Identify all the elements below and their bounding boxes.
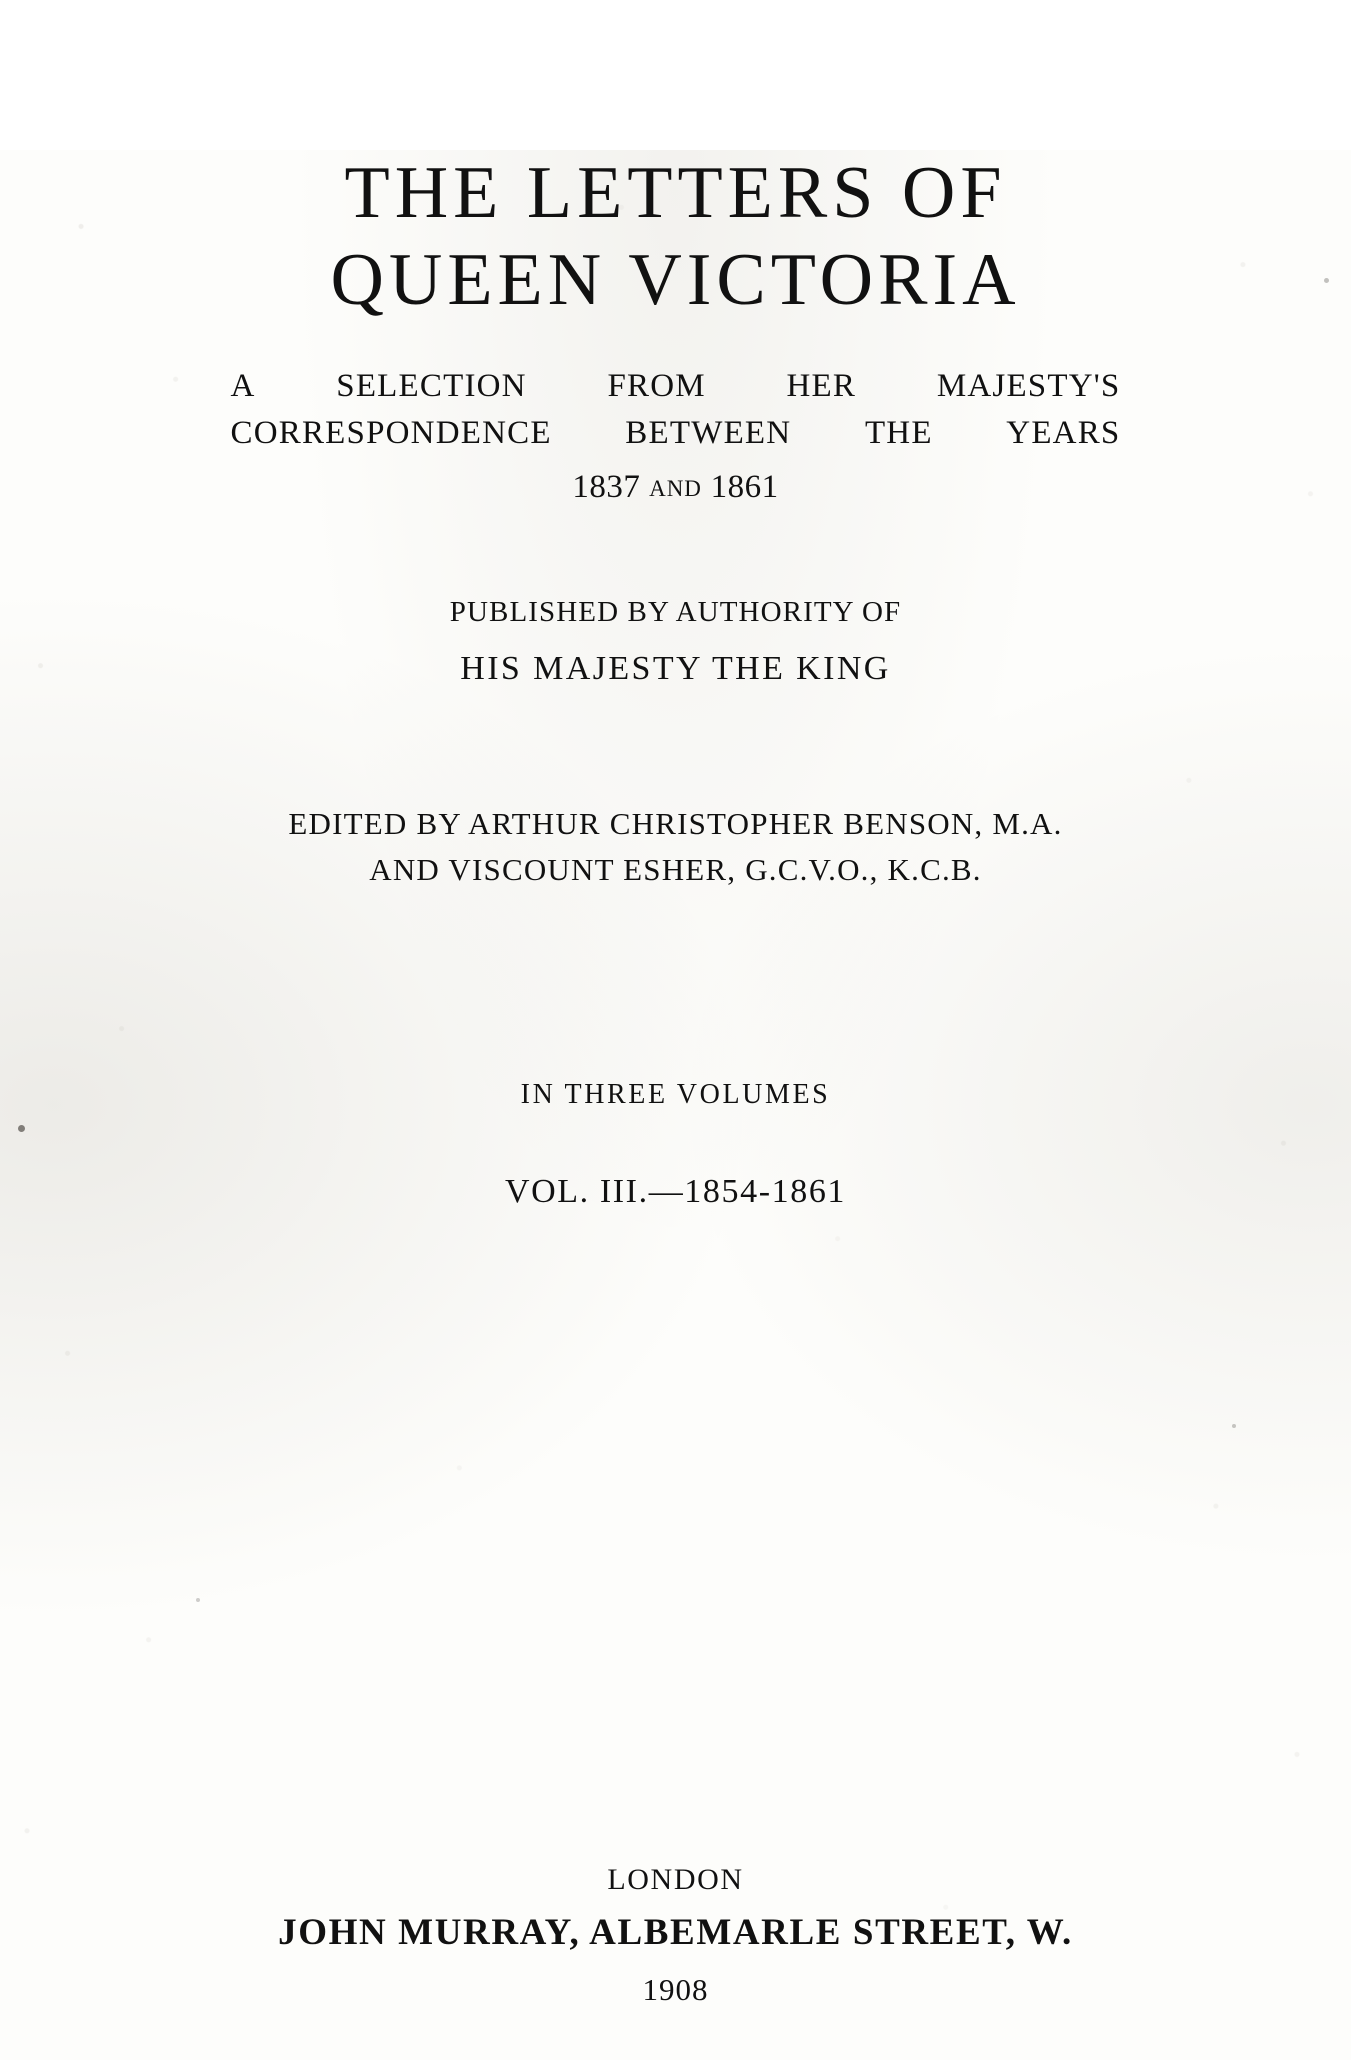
subtitle-line-1 — [231, 363, 1121, 411]
year-conjunction: AND — [649, 476, 702, 502]
title-page — [0, 150, 1351, 2060]
publisher-imprint — [0, 1863, 1351, 2008]
year-end: 1861 — [710, 469, 779, 506]
volume-info — [0, 1079, 1351, 1211]
book-title-line-1: THE LETTERS OF — [344, 152, 1007, 234]
editor-line-1: EDITED BY ARTHUR CHRISTOPHER BENSON, M.A. — [288, 805, 1063, 841]
subtitle-word: CORRESPONDENCE — [230, 415, 552, 452]
book-subtitle — [0, 363, 1351, 513]
editor-line-2: AND VISCOUNT ESHER, G.C.V.O., K.C.B. — [369, 852, 982, 888]
year-start: 1837 — [572, 469, 641, 506]
imprint-city: LONDON — [607, 1863, 744, 1896]
imprint-year: 1908 — [642, 1972, 709, 2007]
ink-speck — [18, 1125, 25, 1132]
book-title — [0, 150, 1351, 325]
volume-number-line: VOL. III.—1854-1861 — [504, 1172, 847, 1210]
imprint-publisher: JOHN MURRAY, ALBEMARLE STREET, W. — [278, 1912, 1073, 1953]
ink-speck — [1232, 1424, 1236, 1428]
subtitle-word: A — [230, 367, 256, 404]
subtitle-word: HER — [786, 367, 857, 404]
subtitle-word: BETWEEN — [625, 415, 792, 452]
ink-speck — [1324, 278, 1329, 283]
authority-statement — [0, 590, 1351, 696]
ink-speck — [196, 1598, 200, 1602]
editor-credits — [0, 801, 1351, 894]
subtitle-word: THE — [864, 415, 933, 452]
subtitle-word: YEARS — [1006, 415, 1121, 452]
volume-set-note: IN THREE VOLUMES — [520, 1078, 831, 1110]
subtitle-word: FROM — [607, 367, 706, 404]
subtitle-year-range — [0, 464, 1351, 512]
authority-line-1: PUBLISHED BY AUTHORITY OF — [449, 596, 902, 629]
book-title-line-2: QUEEN VICTORIA — [330, 239, 1021, 322]
authority-line-2: HIS MAJESTY THE KING — [460, 650, 891, 688]
subtitle-line-2 — [231, 410, 1121, 458]
subtitle-word: MAJESTY'S — [936, 367, 1121, 404]
subtitle-word: SELECTION — [336, 367, 527, 404]
